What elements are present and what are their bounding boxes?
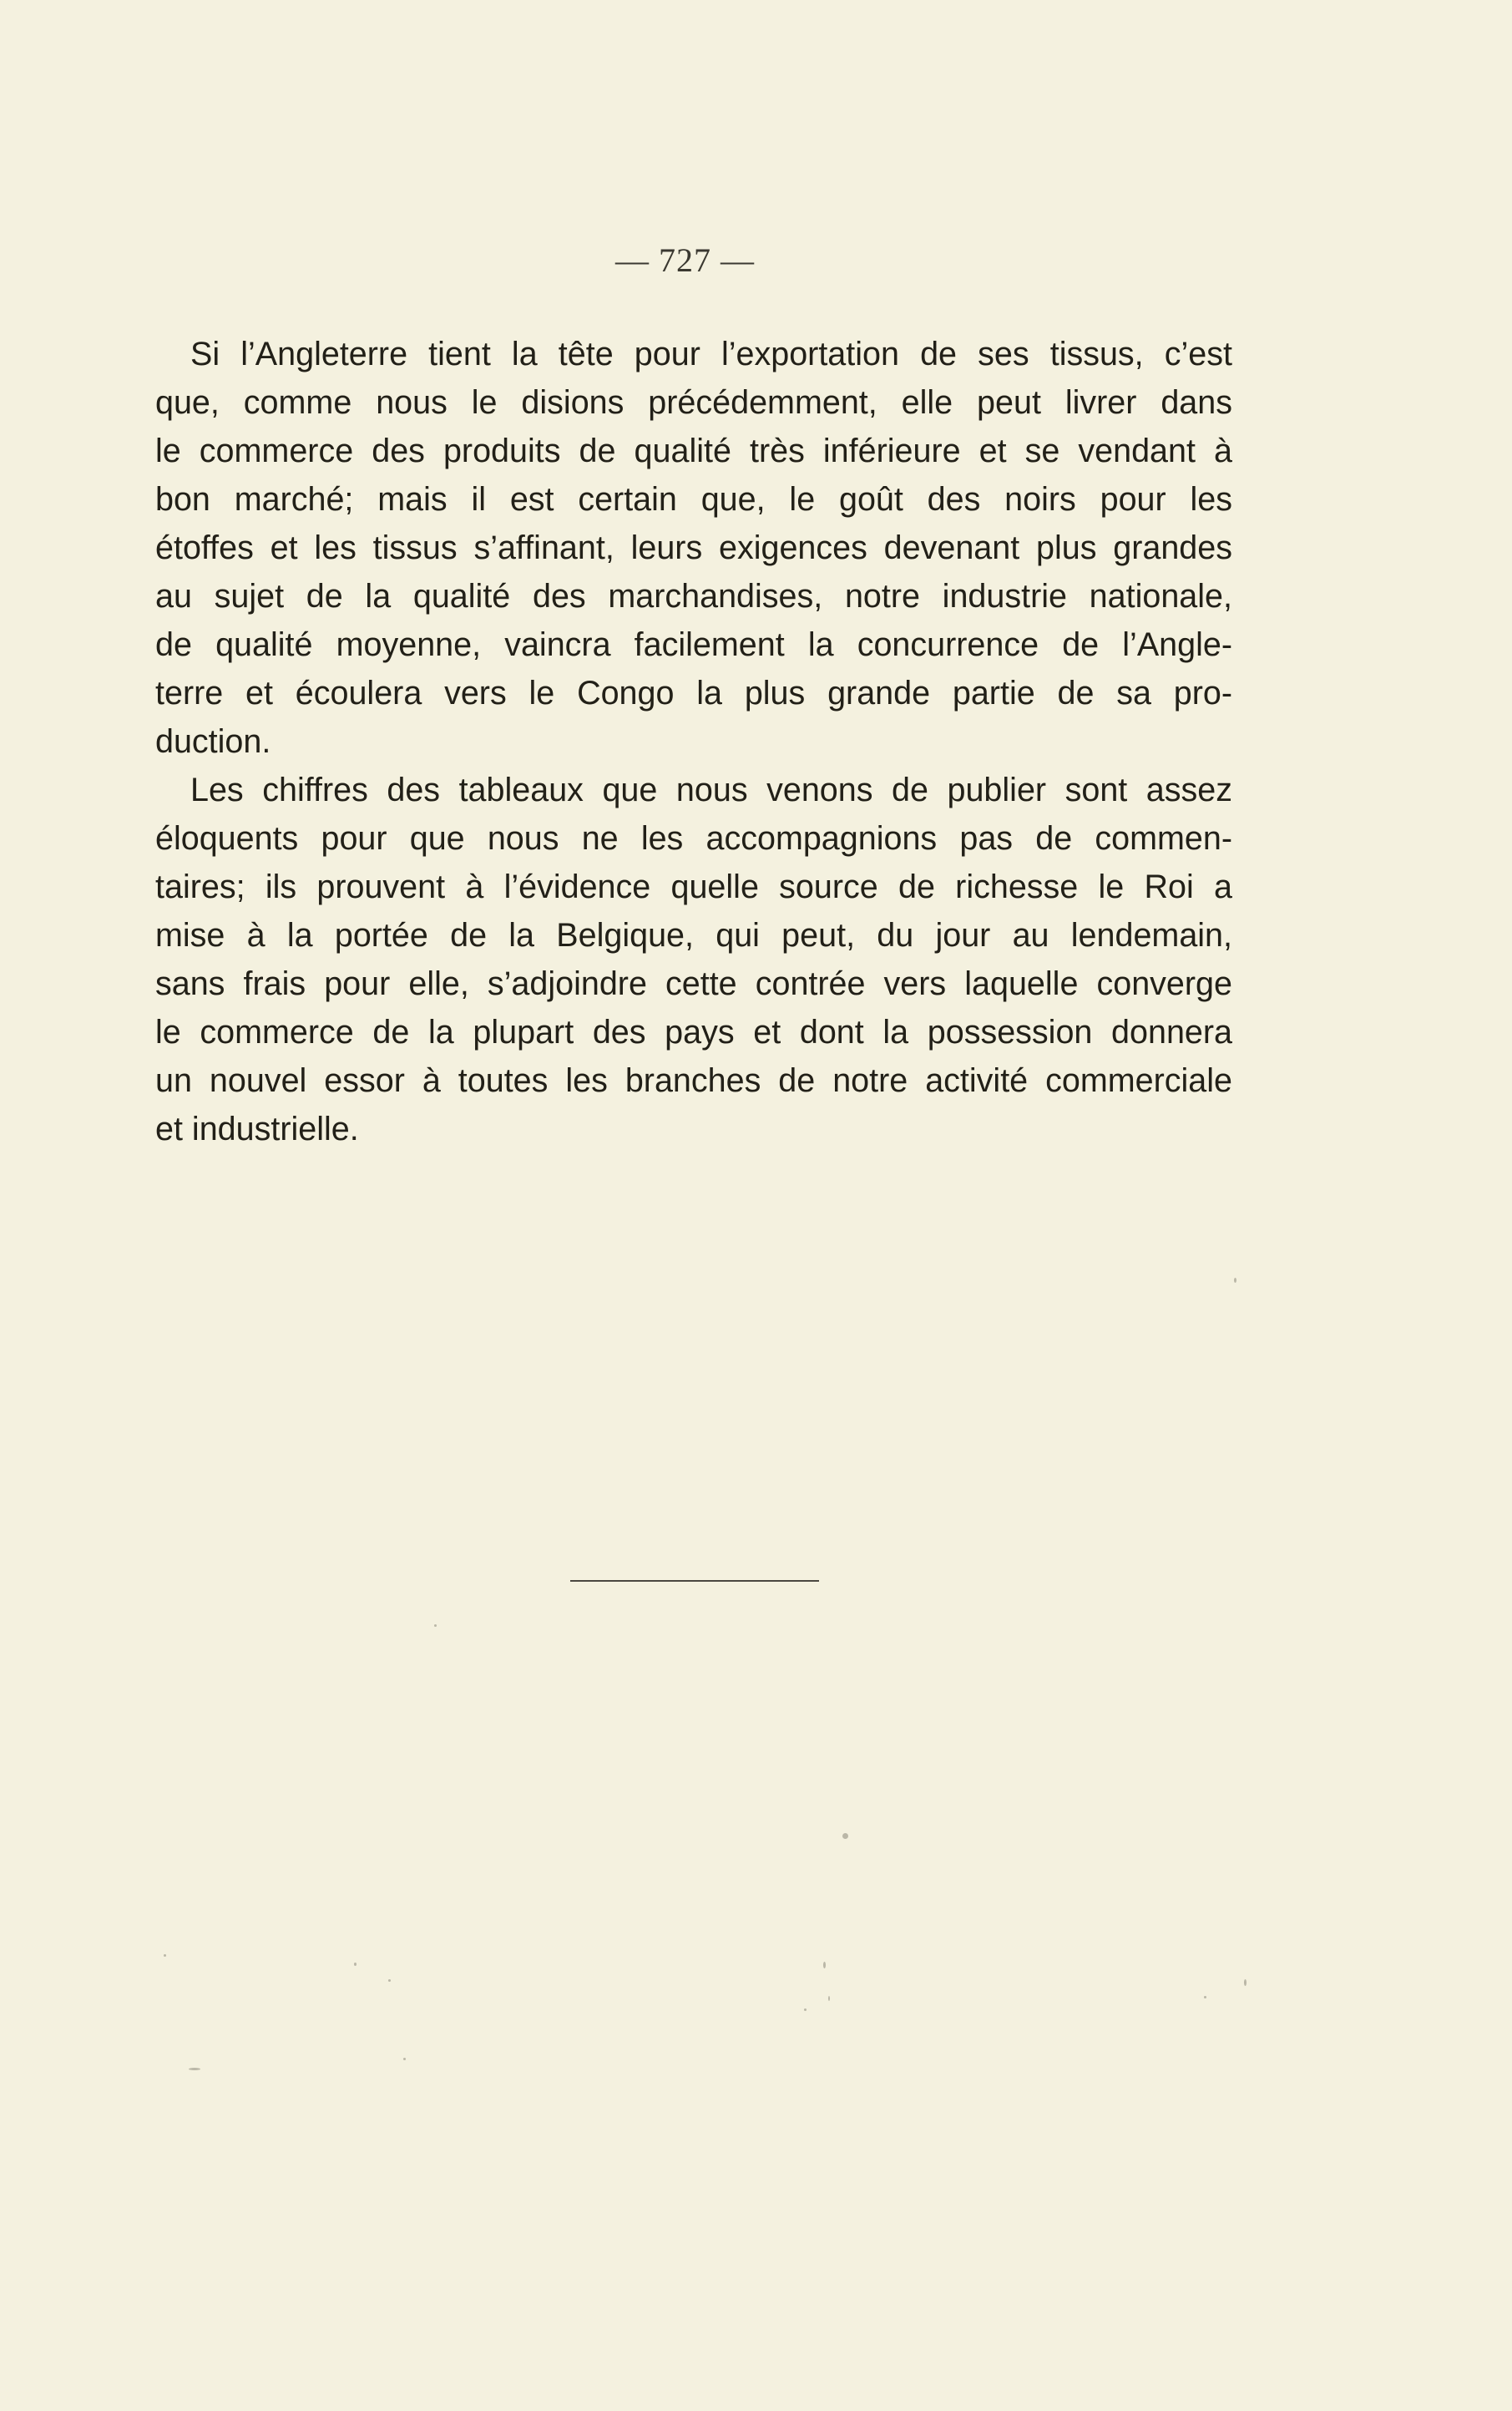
- text-line: et industrielle.: [155, 1111, 359, 1147]
- text-line: sans frais pour elle, s’adjoindre cette contrée vers laquelle converge: [155, 965, 1232, 1002]
- paper-speck: [388, 1979, 391, 1982]
- paper-speck: [164, 1954, 166, 1957]
- text-line: éloquents pour que nous ne les accompagnions pas de commen-: [155, 820, 1232, 857]
- body-text: [155, 330, 1232, 1153]
- paper-speck: [804, 2008, 807, 2011]
- closing-rule: [570, 1580, 819, 1582]
- text-line: Les chiffres des tableaux que nous venons de publier sont assez: [190, 772, 1232, 808]
- paper-speck: [828, 1996, 830, 2001]
- paragraph-2: [155, 766, 1232, 1153]
- text-line: que, comme nous le disions précédemment, elle peut livrer dans: [155, 384, 1232, 421]
- paper-speck: [823, 1962, 826, 1968]
- text-line: le commerce de la plupart des pays et dont la possession donnera: [155, 1014, 1232, 1051]
- paper-speck: [354, 1963, 357, 1966]
- paragraph-1: [155, 330, 1232, 766]
- text-line: de qualité moyenne, vaincra facilement la concurrence de l’Angle-: [155, 626, 1232, 663]
- text-line: un nouvel essor à toutes les branches de notre activité commerciale: [155, 1062, 1232, 1099]
- text-line: étoffes et les tissus s’affinant, leurs exigences devenant plus grandes: [155, 529, 1232, 566]
- paper-speck: [1204, 1996, 1206, 1998]
- text-line: mise à la portée de la Belgique, qui peut, du jour au lendemain,: [155, 917, 1232, 954]
- paper-speck: [403, 2058, 406, 2060]
- paper-speck: [1244, 1979, 1247, 1986]
- page-number: — 727 —: [615, 241, 755, 279]
- text-line: terre et écoulera vers le Congo la plus grande partie de sa pro-: [155, 675, 1232, 712]
- text-line: Si l’Angleterre tient la tête pour l’exportation de ses tissus, c’est: [190, 336, 1232, 372]
- text-line: bon marché; mais il est certain que, le goût des noirs pour les: [155, 481, 1232, 518]
- paper-speck: [1234, 1278, 1236, 1283]
- text-line: duction.: [155, 723, 271, 760]
- paper-speck: [189, 2068, 200, 2070]
- text-line: le commerce des produits de qualité très inférieure et se vendant à: [155, 433, 1232, 469]
- text-line: au sujet de la qualité des marchandises, notre industrie nationale,: [155, 578, 1232, 615]
- text-line: taires; ils prouvent à l’évidence quelle source de richesse le Roi a: [155, 869, 1232, 905]
- paper-speck: [842, 1833, 848, 1839]
- paper-speck: [434, 1624, 437, 1627]
